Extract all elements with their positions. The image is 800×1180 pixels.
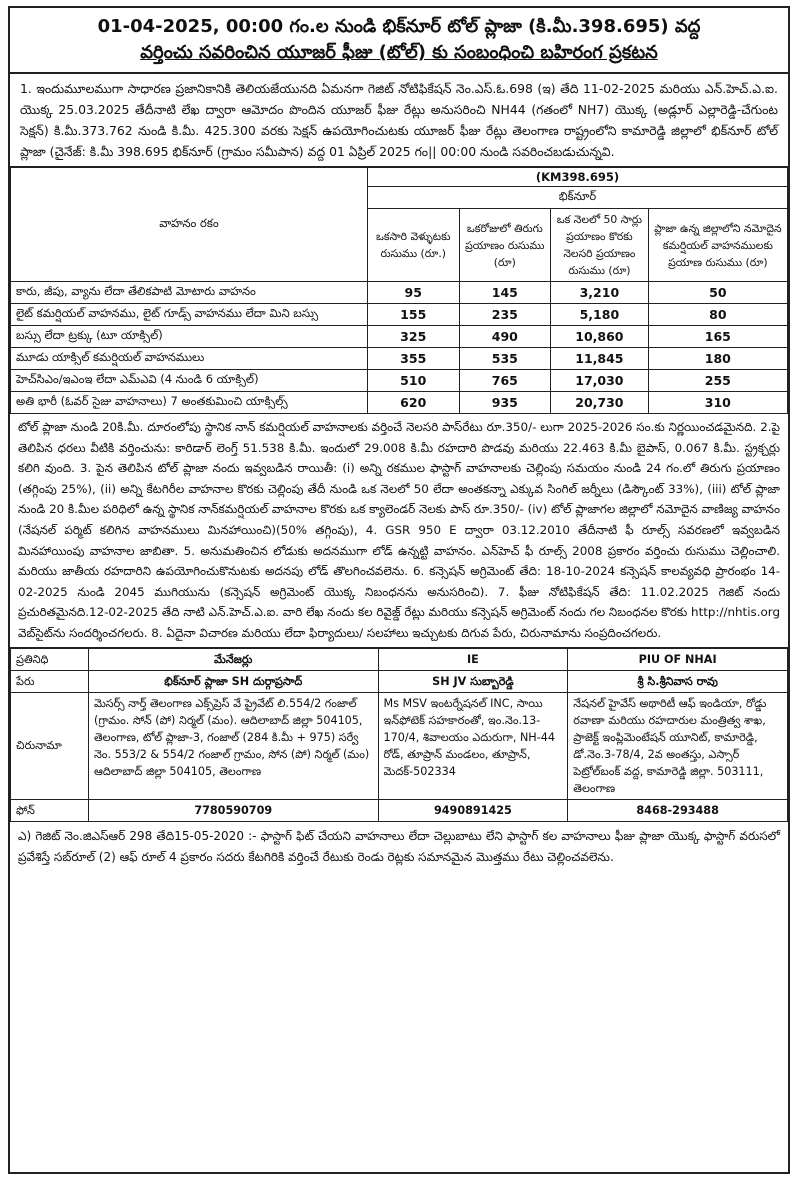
manager-address: మెసర్స్ నార్త్ తెలంగాణ ఎక్స్‌ప్రెస్ వే ప్రైవేట్ లి.554/2 గంజాల్ (గ్రామం. సోన్ (పో) నిర్మల్ (మం). ఆదిలాబాద్ జిల్లా 504105, తెలంగాణ, టోల్ ప్లాజా-3, గంజాల్ (284 కి.మీ + 975) సర్వే నెం. 553/2 & 554/2 గంజాల్ గ్రామం, సోన (పో) నిర్మల్ (మం) ఆదిలాబాద్ జిల్లా 504105, తెలంగాణ [88, 692, 378, 799]
plaza-header: భిక్‌నూర్ [367, 187, 787, 209]
monthly-fee: 20,730 [551, 392, 649, 414]
ie-phone: 9490891425 [378, 799, 568, 821]
vehicle-type: లైట్ కమర్షియల్ వాహనము, లైట్ గూడ్స్ వాహనము లేదా మిని బస్సు [11, 304, 368, 326]
piu-address: నేషనల్ హైవేస్ అథారిటీ ఆఫ్ ఇండియా, రోడ్డు రవాణా మరియు రహదారుల మంత్రిత్వ శాఖ, ప్రాజెక్ట్ ఇంప్లిమెంటేషన్ యూనిట్, కామారెడ్డి, డో.నెం.3-78/4, 2వ అంతస్తు, ఎస్సార్ పెట్రోల్‌బంక్ వద్ద, కామారెడ్డి జిల్లా. 503111, తెలంగాణ [568, 692, 788, 799]
ie-title: IE [378, 648, 568, 670]
single-fee: 95 [367, 282, 459, 304]
vehicle-type: బస్సు లేదా ట్రక్కు (టూ యాక్సిల్) [11, 326, 368, 348]
piu-name: శ్రీ సి.శ్రీనివాస రావు [568, 670, 788, 692]
vehicle-type: మూడు యాక్సిల్ కమర్షియల్ వాహనములు [11, 348, 368, 370]
footnote: ఎ) గెజిట్ నెం.జిఎస్ఆర్ 298 తేది15-05-2020 :- ఫాస్టాగ్ ఫిట్ చేయని వాహనాలు లేదా చెల్లుబాటు లేని ఫాస్టాగ్ కల వాహనాలు ఫీజు ప్లాజా యొక్క ఫాస్టాగ్ వరుసలో ప్రవేశిస్తే సబ్‌రూల్ (2) ఆఫ్ రూల్ 4 ప్రకారం సదరు కేటగిరికి వర్తించే రేటుకు రెండు రెట్లకు సమానమైన మొత్తము రేటు చెల్లించవలెను. [18, 828, 780, 864]
monthly-fee: 5,180 [551, 304, 649, 326]
table-row [11, 392, 788, 414]
return-fee: 935 [459, 392, 551, 414]
table-row [11, 282, 788, 304]
single-fee: 510 [367, 370, 459, 392]
piu-phone: 8468-293488 [568, 799, 788, 821]
notice-title [10, 8, 788, 74]
public-notice [8, 6, 790, 1174]
local-commercial-header: ప్లాజా ఉన్న జిల్లాలోని నమోదైన కమర్షియల్ వాహనములకు ప్రయాణ రుసుము (రూ) [648, 209, 787, 282]
manager-phone: 7780590709 [88, 799, 378, 821]
local-fee: 50 [648, 282, 787, 304]
phone-label: ఫోన్ [11, 799, 89, 821]
name-label: పేరు [11, 670, 89, 692]
details-paragraph: టోల్ ప్లాజా నుండి 20కి.మీ. దూరంలోపు స్థానిక నాన్ కమర్షియల్ వాహనాలకు వర్తించే నెలసరి పాస్‌రేటు రూ.350/- లుగా 2025-2026 సం.కు నిర్ణయించడమైనది. 2.పై తెలిపిన ధరలు వీటికి వర్తించును: కారిడార్ లెంగ్త్ 51.538 కి.మీ. ఇందులో 29.008 కి.మీ రహదారి పొడవు మరియు 22.463 కి.మీ బైపాస్, 0.067 కి.మీ. స్ట్రక్చర్లు కలిగి వుంది. 3. పైన తెలిపిన టోల్ ప్లాజా నందు ఇవ్వబడిన రాయితీ: (i) అన్ని రకముల ఫాస్టాగ్ వాహనాలకు చెల్లింపు సమయం నుండి 24 గం.లో తిరుగు ప్రయాణం (తగ్గింపు 25%), (ii) అన్ని కేటగిరీల వాహనాల కొరకు చెల్లింపు తేదీ నుండి ఒక నెలలో 50 లేదా అంతకన్నా ఎక్కువ సింగిల్ జర్నీలు (డిస్కౌంట్ 33%), (iii) టోల్ ప్లాజా నుండి 20 కి.మీల పరిధిలో ఉన్న స్థానిక నాన్‌కమర్షియల్ వాహనాల కొరకు ఒక క్యాలెండర్ నెలకు పాస్ రూ.350/- (iv) టోల్ ప్లాజాగల జిల్లాలో నమోదైన వాణిజ్య వాహనం (నేషనల్ పర్మిట్ కలిగిన వాహనములు మినహాయించి)(50% తగ్గింపు), 4. GSR 950 E ద్వారా 03.12.2010 తేదీనాటి ఫీ రూల్స్ సవరణలో ఇవ్వబడిన మినహాయింపు వాహనాల జాబితా. 5. అనుమతించిన లోడుకు అదనముగా లోడ్ ఉన్నట్టి వాహనం. ఎన్‌హెచ్ ఫీ రూల్స్ 2008 ప్రకారం వర్తించు రుసుము చెల్లించాలి. మరియు జాతీయ రహదారిని ఉపయోగించుకొనుటకు అదనపు లోడ్ తొలగించవలెను. 6. కన్సెషన్ అగ్రిమెంట్ తేది: 18-10-2024 కన్సెషన్ కాలవ్యవధి ప్రారంభం 14-02-2025 నుండి 2045 ముగియును (కన్సెషన్ అగ్రిమెంట్ యొక్క నిబంధనను అనుసరించి). 7. ఫీజు నోటిఫికేషన్ తేది: 11.02.2025 గెజిట్ నందు ప్రచురితమైనది.12-02-2025 తేది నాటి ఎన్.హెచ్.ఎ.ఐ. వారి లేఖ నందు కల రివైజ్డ్ రేట్లు మరియు కన్సెషన్ అగ్రిమెంట్ నందు గల నిబంధనల కొరకు http://nhtis.org వెబ్‌సైట్‌ను సందర్శించగలరు. 8. ఏదైనా విచారణ మరియు లేదా ఫిర్యాదులు/ సలహాలు ఇచ్చుటకు దిగువ పేరు, చిరునామాను సంప్రదించగలరు. [10, 414, 788, 648]
monthly-fee: 10,860 [551, 326, 649, 348]
title-line-1: 01-04-2025, 00:00 గం.ల నుండి భిక్‌నూర్ టోల్ ప్లాజా (కి.మీ.398.695) వద్ద [97, 16, 701, 37]
manager-name: భిక్‌నూర్ ప్లాజా SH దుర్గాప్రసాద్ [88, 670, 378, 692]
single-fee: 155 [367, 304, 459, 326]
return-fee: 235 [459, 304, 551, 326]
local-fee: 310 [648, 392, 787, 414]
manager-title: మేనేజర్లు [88, 648, 378, 670]
table-row [11, 370, 788, 392]
return-fee: 490 [459, 326, 551, 348]
piu-title: PIU OF NHAI [568, 648, 788, 670]
table-row [11, 304, 788, 326]
single-fee: 620 [367, 392, 459, 414]
local-fee: 80 [648, 304, 787, 326]
vehicle-type-header: వాహనం రకం [11, 168, 368, 282]
representative-label: ప్రతినిధి [11, 648, 89, 670]
table-row [11, 326, 788, 348]
toll-rate-table [10, 167, 788, 414]
return-fee: 765 [459, 370, 551, 392]
single-fee: 355 [367, 348, 459, 370]
ie-address: Ms MSV ఇంటర్నేషనల్ INC, సాయి ఇన్‌ఫోటెక్ సహకారంతో, ఇం.నెం.13-170/4, శివాలయం ఎదురుగా, NH-44 రోడ్, తూప్రాన్ మండలం, తూప్రాన్, మెదక్-502334 [378, 692, 568, 799]
local-fee: 165 [648, 326, 787, 348]
return-fee: 145 [459, 282, 551, 304]
table-row [11, 348, 788, 370]
monthly-pass-header: ఒక నెలలో 50 సార్లు ప్రయాణం కొరకు నెలసరి ప్రయాణం రుసుము (రూ) [551, 209, 649, 282]
vehicle-type: అతి భారీ (ఓవర్ సైజు వాహనాలు) 7 అంతకుమించి యాక్సిల్స్ [11, 392, 368, 414]
vehicle-type: కారు, జీపు, వ్యాను లేదా తేలికపాటి మోటారు వాహనం [11, 282, 368, 304]
local-fee: 180 [648, 348, 787, 370]
address-label: చిరునామా [11, 692, 89, 799]
title-line-2: వర్తించు సవరించిన యూజర్ ఫీజు (టోల్) కు సంబంధించి బహిరంగ ప్రకటన [140, 42, 658, 63]
return-fee: 535 [459, 348, 551, 370]
monthly-fee: 17,030 [551, 370, 649, 392]
ie-name: SH JV సుబ్బారెడ్డి [378, 670, 568, 692]
km-header: (KM398.695) [367, 168, 787, 187]
contact-table [10, 648, 788, 822]
monthly-fee: 11,845 [551, 348, 649, 370]
single-fee: 325 [367, 326, 459, 348]
local-fee: 255 [648, 370, 787, 392]
return-journey-header: ఒకరోజులో తిరుగు ప్రయాణం రుసుము (రూ) [459, 209, 551, 282]
vehicle-type: హెచ్‌సిఎం/ఇఎంఇ లేదా ఎమ్ఎవి (4 నుండి 6 యాక్సిల్) [11, 370, 368, 392]
intro-paragraph: 1. ఇందుమూలముగా సాధారణ ప్రజానికానికి తెలియజేయునది ఏమనగా గెజిట్ నోటిఫికేషన్ నెం.ఎస్.ఓ.698 (ఇ) తేది 11-02-2025 మరియు ఎన్.హెచ్.ఎ.ఐ. యొక్క 25.03.2025 తేదీనాటి లేఖ ద్వారా ఆమోదం పొందిన యూజర్ ఫీజు రేట్లు అనుసరించి NH44 (గతంలో NH7) యొక్క (అడ్లూర్ ఎల్లారెడ్డి-చేగుంట సెక్షన్) కి.మీ.373.762 నుండి కి.మీ. 425.300 వరకు సెక్షన్ ఉపయోగించుటకు యూజర్ ఫీజు రేట్లు తెలంగాణ రాష్ట్రంలోని కామారెడ్డి జిల్లాలో భిక్‌నూర్ టోల్ ప్లాజా (చైనేజ్: కి.మీ 398.695 భిక్‌నూర్ (గ్రామం సమీపాన) వద్ద 01 ఏప్రిల్ 2025 గం|| 00:00 నుండి సవరించబడుచున్నవి. [10, 74, 788, 167]
monthly-fee: 3,210 [551, 282, 649, 304]
single-journey-header: ఒకసారి వెళ్ళుటకు రుసుము (రూ.) [367, 209, 459, 282]
